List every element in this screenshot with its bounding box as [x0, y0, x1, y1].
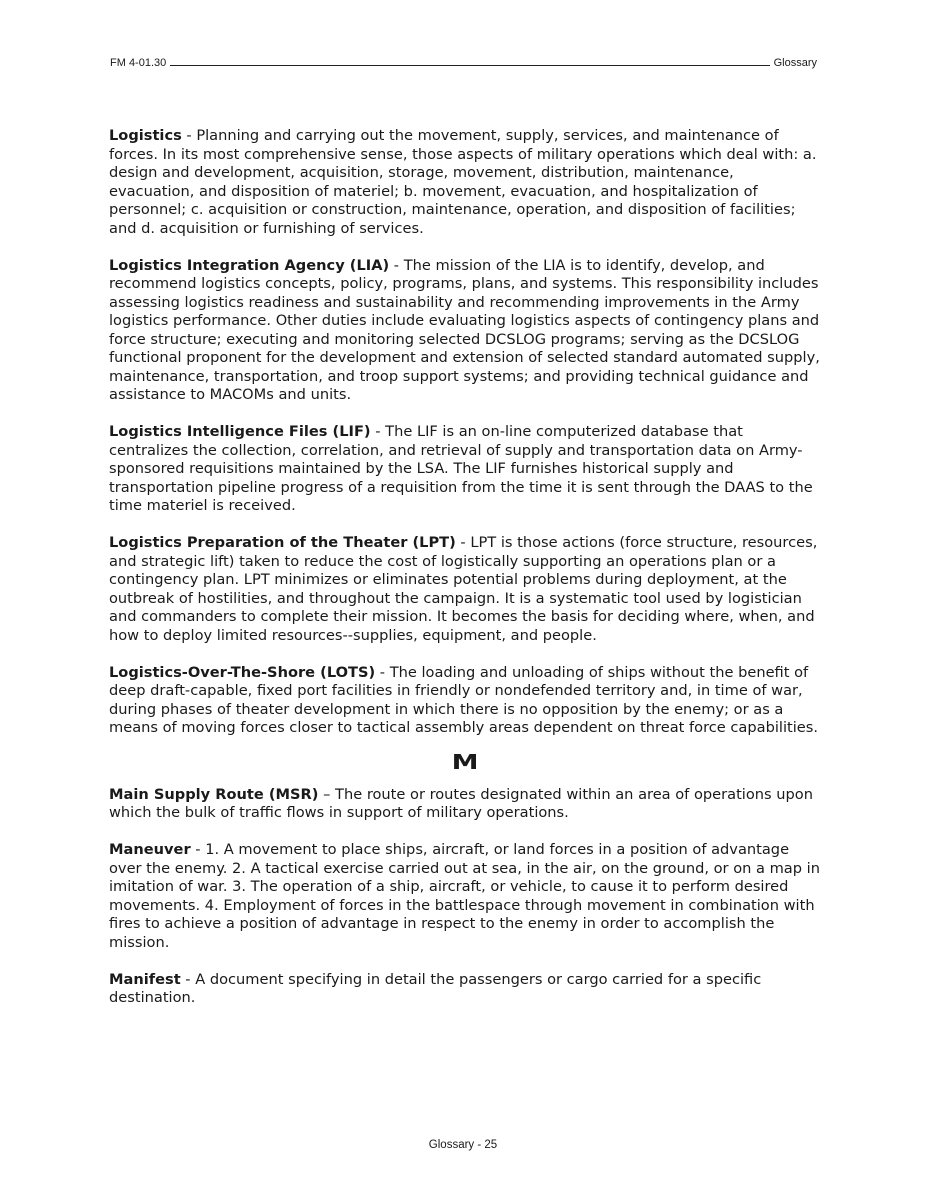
- term-separator: -: [455, 534, 471, 551]
- glossary-entry-lif: [109, 423, 821, 516]
- glossary-definition: The LIF is an on-line computerized database that centralizes the collection, correlation, and retrieval of supply and transportation data on Army-sponsored requisitions maintained by the LSA. The LIF furnishes historical supply and transportation pipeline progress of a requisition from the time it is sent through the DAAS to the time materiel is received.: [109, 423, 813, 514]
- glossary-term: Manifest: [109, 970, 181, 988]
- page-footer: [0, 1139, 926, 1151]
- term-separator: –: [318, 785, 336, 803]
- glossary-term: Logistics Intelligence Files (LIF): [109, 423, 371, 440]
- header-publication-number: FM 4-01.30: [110, 57, 167, 69]
- glossary-body: [109, 127, 821, 1026]
- glossary-term: Logistics Integration Agency (LIA): [109, 256, 390, 274]
- glossary-definition: Planning and carrying out the movement, supply, services, and maintenance of forces. In its most comprehensive sense, those aspects of military operations which deal with: a. design and development, acquisition, storage, movement, distribution, maintenance, evacuation, and disposition of materiel; b. movement, evacuation, and hospitalization of personnel; c. acquisition or construction, maintenance, operation, and disposition of facilities; and d. acquisition or furnishing of services.: [109, 127, 817, 237]
- glossary-term: Main Supply Route (MSR): [109, 785, 319, 803]
- page-number: Glossary - 25: [428, 1139, 498, 1151]
- page-header: [110, 53, 817, 69]
- glossary-entry-manifest: [109, 971, 821, 1008]
- glossary-term: Logistics-Over-The-Shore (LOTS): [109, 663, 376, 681]
- section-letter-heading: M: [451, 749, 479, 774]
- glossary-entry-lia: [109, 257, 821, 405]
- glossary-entry-maneuver: [109, 841, 821, 952]
- glossary-definition: A document specifying in detail the passengers or cargo carried for a specific destination.: [109, 970, 762, 1006]
- glossary-definition: The mission of the LIA is to identify, develop, and recommend logistics concepts, policy, programs, plans, and systems. This responsibility includes assessing logistics readiness and sustainability and recommending improvements in the Army logistics performance. Other duties include evaluating logistics aspects of contingency plans and force structure; executing and monitoring selected DCSLOG programs; serving as the DCSLOG functional proponent for the development and extension of selected standard automated supply, maintenance, transportation, and troop support systems; and providing technical guidance and assistance to MACOMs and units.: [109, 256, 820, 403]
- glossary-entry-msr: [109, 786, 821, 823]
- glossary-definition: The route or routes designated within an area of operations upon which the bulk of traffic flows in support of military operations.: [109, 785, 813, 821]
- glossary-definition: 1. A movement to place ships, aircraft, or land forces in a position of advantage over the enemy. 2. A tactical exercise carried out at sea, in the air, on the ground, or on a map in imitation of war. 3. The operation of a ship, aircraft, or vehicle, to cause it to perform desired movements. 4. Employment of forces in the battlespace through movement in combination with fires to achieve a position of advantage in respect to the enemy in order to accomplish the mission.: [109, 841, 820, 951]
- term-separator: -: [370, 423, 386, 440]
- glossary-term: Logistics: [109, 127, 182, 144]
- term-separator: -: [180, 970, 196, 988]
- header-rule: [170, 65, 769, 66]
- term-separator: -: [389, 256, 404, 274]
- term-separator: -: [375, 663, 390, 681]
- glossary-term: Logistics Preparation of the Theater (LPT): [109, 534, 456, 551]
- glossary-term: Maneuver: [109, 841, 191, 858]
- glossary-entry-lpt: [109, 534, 821, 645]
- glossary-definition: LPT is those actions (force structure, resources, and strategic lift) taken to reduce the cost of logistically supporting an operations plan or a contingency plan. LPT minimizes or eliminates potential problems during deployment, at the outbreak of hostilities, and throughout the campaign. It is a systematic tool used by logistician and commanders to complete their mission. It becomes the basis for deciding where, when, and how to deploy limited resources--supplies, equipment, and people.: [109, 534, 818, 644]
- term-separator: -: [190, 841, 206, 858]
- term-separator: -: [181, 127, 197, 144]
- glossary-entry-lots: [109, 664, 821, 738]
- glossary-definition: The loading and unloading of ships without the benefit of deep draft-capable, fixed port facilities in friendly or nondefended territory and, in time of war, during phases of theater development in which there is no opposition by the enemy; or as a means of moving forces closer to tactical assembly areas dependent on threat force capabilities.: [109, 663, 819, 736]
- glossary-entry-logistics: [109, 127, 821, 238]
- header-section-title: Glossary: [773, 57, 817, 69]
